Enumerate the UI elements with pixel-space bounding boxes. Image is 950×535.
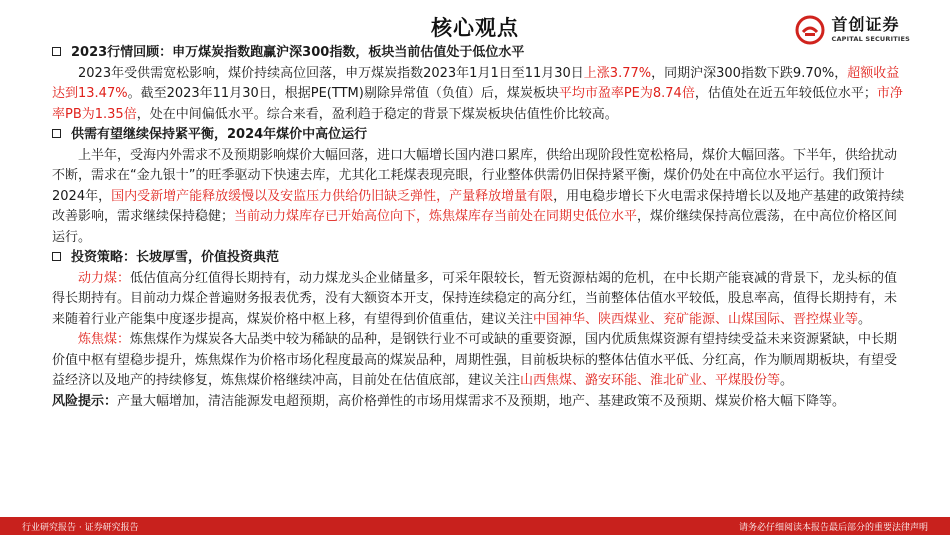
section-heading-strategy (52, 248, 908, 269)
coking-coal-label: 炼焦煤： (78, 332, 131, 347)
thermal-coal-paragraph (52, 269, 908, 331)
text-run: 炼焦煤作为煤炭各大品类中较为稀缺的品种，是钢铁行业不可或缺的重要资源，国内优质焦煤资源有望持续受益未来资源紧缺，中长期价值中枢有望稳步提升，炼焦煤作为价格市场化程度最高的煤炭品种，周期性强，目前板块标的整体估值水平低、分红高，作为顺周期板块，有望受益经济以及地产的持续修复，炼焦煤价格继续冲高，目前处在估值底部，建议关注 (52, 332, 898, 388)
thermal-coal-label: 动力煤： (78, 270, 131, 286)
text-run: 上半年，受海内外需求不及预期影响煤价大幅回落，进口大幅增长国内港口累库，供给出现阶段性宽松格局，煤价大幅回落。下半年，供给扰动不断，需求在“金九银十”的旺季驱动下快速去库，尤其化工耗煤表现亮眼，行业整体供需仍旧保持紧平衡，煤价仍处在中高位水平运行。我们预计2024年， (52, 147, 898, 204)
text-run: 。 (858, 311, 872, 327)
text-run: 。 (780, 373, 794, 388)
text-run: ，煤价继续保持高位震荡，在中高位价格区间运行。 (52, 209, 898, 245)
footer-disclaimer: 请务必仔细阅读本报告最后部分的重要法律声明 (738, 523, 928, 533)
text-run: ，处在中间偏低水平。综合来看，盈利趋于稳定的背景下煤炭板块估值性价比较高。 (136, 106, 618, 122)
section-heading-supply-demand (52, 125, 908, 146)
supply-demand-paragraph (52, 146, 908, 249)
risk-text: 产量大幅增加，清洁能源发电超预期，高价格弹性的市场用煤需求不及预期，地产、基建政策不及预期、煤炭价格大幅下降等。 (117, 393, 846, 409)
checkbox-square-icon (52, 47, 61, 56)
main-content (52, 43, 908, 412)
text-run: ，用电稳步增长下火电需求保持增长以及地产基建的政策持续改善影响，需求继续保持稳健； (52, 188, 905, 224)
risk-warning-paragraph (52, 392, 908, 413)
text-run: 2023年受供需宽松影响，煤价持续高位回落，申万煤炭指数2023年1月1日至11月30日 (78, 65, 584, 81)
text-run: ，同期沪深300指数下跌9.70%， (651, 65, 848, 81)
section-heading-text: 2023行情回顾：申万煤炭指数跑赢沪深300指数，板块当前估值处于低位水平 (71, 45, 525, 60)
recommended-stocks: 中国神华、陕西煤业、兖矿能源、山煤国际、晋控煤业等 (533, 311, 859, 327)
page-title: 核心观点 (431, 16, 519, 40)
highlight-text: 超额收益达到13.47% (52, 65, 900, 101)
market-review-paragraph (52, 64, 908, 126)
section-heading-market-review (52, 43, 908, 64)
highlight-text: 当前动力煤库存已开始高位向下，炼焦煤库存当前处在同期史低位水平 (234, 209, 638, 224)
text-run: 。截至2023年11月30日，根据PE(TTM)剔除异常值（负值）后，煤炭板块 (127, 86, 559, 101)
section-heading-text: 供需有望继续保持紧平衡，2024年煤价中高位运行 (71, 127, 368, 142)
highlight-text: 平均市盈率PE为8.74倍 (558, 86, 695, 101)
text-run: 低估值高分红值得长期持有，动力煤龙头企业储量多，可采年限较长，暂无资源枯竭的危机，在中长期产能衰减的背景下，龙头标的值得长期持有。目前动力煤企普遍财务报表优秀，没有大额资本开支，保持连续稳定的高分红，当前整体估值水平较低，股息率高，值得长期持有，未来随着行业产能集中度逐步提高，煤炭价格中枢上移，有望得到价值重估，建议关注 (52, 270, 898, 327)
coking-coal-paragraph (52, 330, 908, 392)
footer-report-type: 行业研究报告 · 证券研究报告 (22, 523, 139, 533)
footer-bar (0, 517, 950, 535)
risk-label: 风险提示： (52, 393, 118, 409)
highlight-text: 国内受新增产能释放缓慢以及安监压力供给仍旧缺乏弹性，产量释放增量有限 (111, 188, 554, 204)
section-heading-text: 投资策略：长坡厚雪，价值投资典范 (71, 250, 280, 265)
checkbox-square-icon (52, 129, 61, 138)
logo-english-name: CAPITAL SECURITIES (831, 35, 910, 44)
highlight-text: 上涨3.77% (583, 65, 652, 81)
text-run: ，估值处在近五年较低位水平； (694, 86, 877, 101)
capital-securities-logo-icon (795, 15, 825, 45)
highlight-text: 市净率PB为1.35倍 (52, 86, 903, 122)
recommended-stocks: 山西焦煤、潞安环能、淮北矿业、平煤股份等 (520, 373, 781, 388)
checkbox-square-icon (52, 252, 61, 261)
logo-chinese-name: 首创证券 (831, 15, 900, 35)
